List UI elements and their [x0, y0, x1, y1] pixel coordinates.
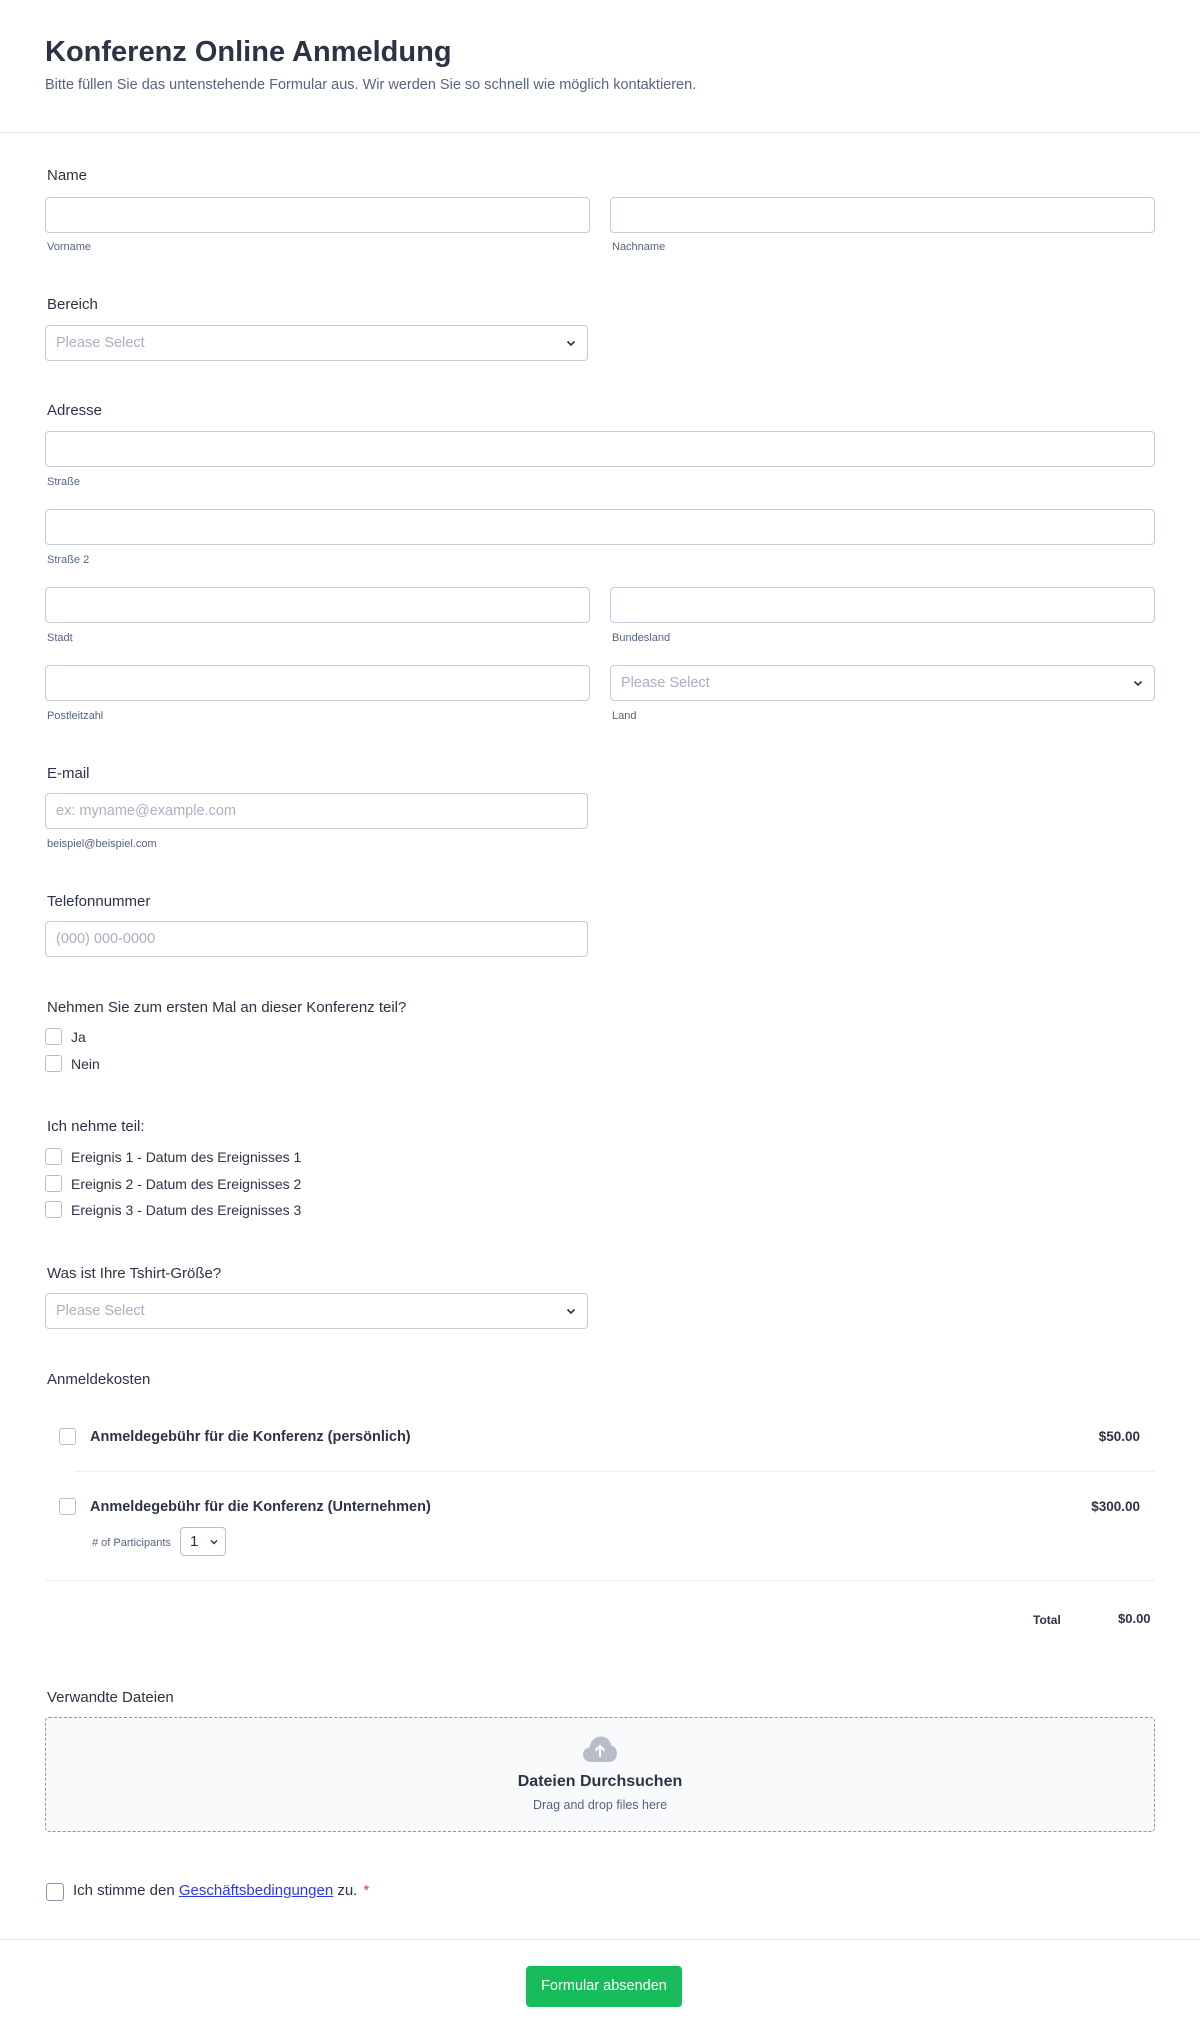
attend-event1-label: Ereignis 1 - Datum des Ereignisses 1 — [71, 1149, 302, 1165]
required-mark: * — [363, 1882, 370, 1899]
zip-sublabel: Postleitzahl — [47, 710, 104, 722]
terms-prefix: Ich stimme den — [73, 1882, 179, 1899]
total-value: $0.00 — [1118, 1611, 1151, 1626]
phone-input[interactable] — [45, 921, 588, 957]
form-title: Konferenz Online Anmeldung — [45, 36, 452, 68]
email-sublabel: beispiel@beispiel.com — [47, 838, 157, 850]
chevron-down-icon — [1132, 677, 1144, 689]
tshirt-label: Was ist Ihre Tshirt-Größe? — [47, 1265, 222, 1282]
address-label: Adresse — [47, 402, 103, 419]
participants-value: 1 — [190, 1533, 199, 1550]
products-divider — [45, 1580, 1155, 1581]
product-personal-name: Anmeldegebühr für die Konferenz (persönlich) — [90, 1429, 411, 1445]
last-name-sublabel: Nachname — [612, 241, 666, 253]
file-upload-dropzone[interactable] — [45, 1717, 1155, 1832]
phone-label: Telefonnummer — [47, 893, 151, 910]
first-name-input[interactable] — [45, 197, 590, 233]
cloud-upload-icon — [582, 1735, 618, 1763]
first-time-label: Nehmen Sie zum ersten Mal an dieser Konferenz teil? — [47, 999, 407, 1016]
terms-checkbox[interactable] — [46, 1883, 64, 1901]
email-label: E-mail — [47, 765, 90, 782]
country-sublabel: Land — [612, 710, 637, 722]
product-company-checkbox[interactable] — [59, 1498, 76, 1515]
first-time-nein-label: Nein — [71, 1056, 100, 1072]
attend-event1-checkbox[interactable] — [45, 1148, 62, 1165]
state-input[interactable] — [610, 587, 1155, 623]
product-personal-checkbox[interactable] — [59, 1428, 76, 1445]
first-name-sublabel: Vorname — [47, 241, 92, 253]
tshirt-select[interactable] — [45, 1293, 588, 1329]
terms-suffix: zu. — [333, 1882, 358, 1899]
product-personal-price: $50.00 — [1098, 1429, 1140, 1444]
drag-drop-hint: Drag and drop files here — [532, 1798, 668, 1812]
files-label: Verwandte Dateien — [47, 1689, 174, 1706]
participants-label: # of Participants — [92, 1537, 171, 1549]
email-placeholder: ex: myname@example.com — [56, 803, 236, 819]
city-input[interactable] — [45, 587, 590, 623]
country-select[interactable] — [610, 665, 1155, 701]
first-time-ja-label: Ja — [71, 1029, 86, 1045]
phone-placeholder: (000) 000-0000 — [56, 931, 156, 947]
total-label: Total — [1033, 1613, 1061, 1627]
state-sublabel: Bundesland — [612, 632, 671, 644]
chevron-down-icon — [209, 1537, 219, 1547]
name-label: Name — [47, 167, 88, 184]
form-header — [0, 0, 1200, 133]
attend-label: Ich nehme teil: — [47, 1118, 145, 1135]
participants-select[interactable] — [180, 1527, 226, 1556]
street-sublabel: Straße — [47, 476, 81, 488]
tshirt-placeholder: Please Select — [56, 1303, 145, 1319]
product-company-name: Anmeldegebühr für die Konferenz (Unternehmen) — [90, 1499, 431, 1515]
last-name-input[interactable] — [610, 197, 1155, 233]
email-input[interactable] — [45, 793, 588, 829]
street2-sublabel: Straße 2 — [47, 554, 90, 566]
terms-text — [73, 1882, 369, 1899]
form-subtitle: Bitte füllen Sie das untenstehende Formular aus. Wir werden Sie so schnell wie möglich kontaktieren. — [45, 77, 697, 93]
attend-event2-checkbox[interactable] — [45, 1175, 62, 1192]
street2-input[interactable] — [45, 509, 1155, 545]
product-company-price: $300.00 — [1091, 1499, 1140, 1514]
bereich-placeholder: Please Select — [56, 335, 145, 351]
product-divider — [75, 1471, 1155, 1472]
bereich-label: Bereich — [47, 296, 98, 313]
street-input[interactable] — [45, 431, 1155, 467]
fees-label: Anmeldekosten — [47, 1371, 151, 1388]
terms-link[interactable]: Geschäftsbedingungen — [178, 1882, 334, 1899]
attend-event3-label: Ereignis 3 - Datum des Ereignisses 3 — [71, 1202, 302, 1218]
chevron-down-icon — [565, 1305, 577, 1317]
chevron-down-icon — [565, 337, 577, 349]
footer-divider — [0, 1939, 1200, 1940]
country-placeholder: Please Select — [621, 675, 710, 691]
zip-input[interactable] — [45, 665, 590, 701]
first-time-nein-checkbox[interactable] — [45, 1055, 62, 1072]
first-time-ja-checkbox[interactable] — [45, 1028, 62, 1045]
bereich-select[interactable] — [45, 325, 588, 361]
browse-files-label: Dateien Durchsuchen — [517, 1773, 683, 1790]
attend-event3-checkbox[interactable] — [45, 1201, 62, 1218]
city-sublabel: Stadt — [47, 632, 73, 644]
attend-event2-label: Ereignis 2 - Datum des Ereignisses 2 — [71, 1176, 302, 1192]
submit-button[interactable]: Formular absenden — [526, 1966, 682, 2007]
